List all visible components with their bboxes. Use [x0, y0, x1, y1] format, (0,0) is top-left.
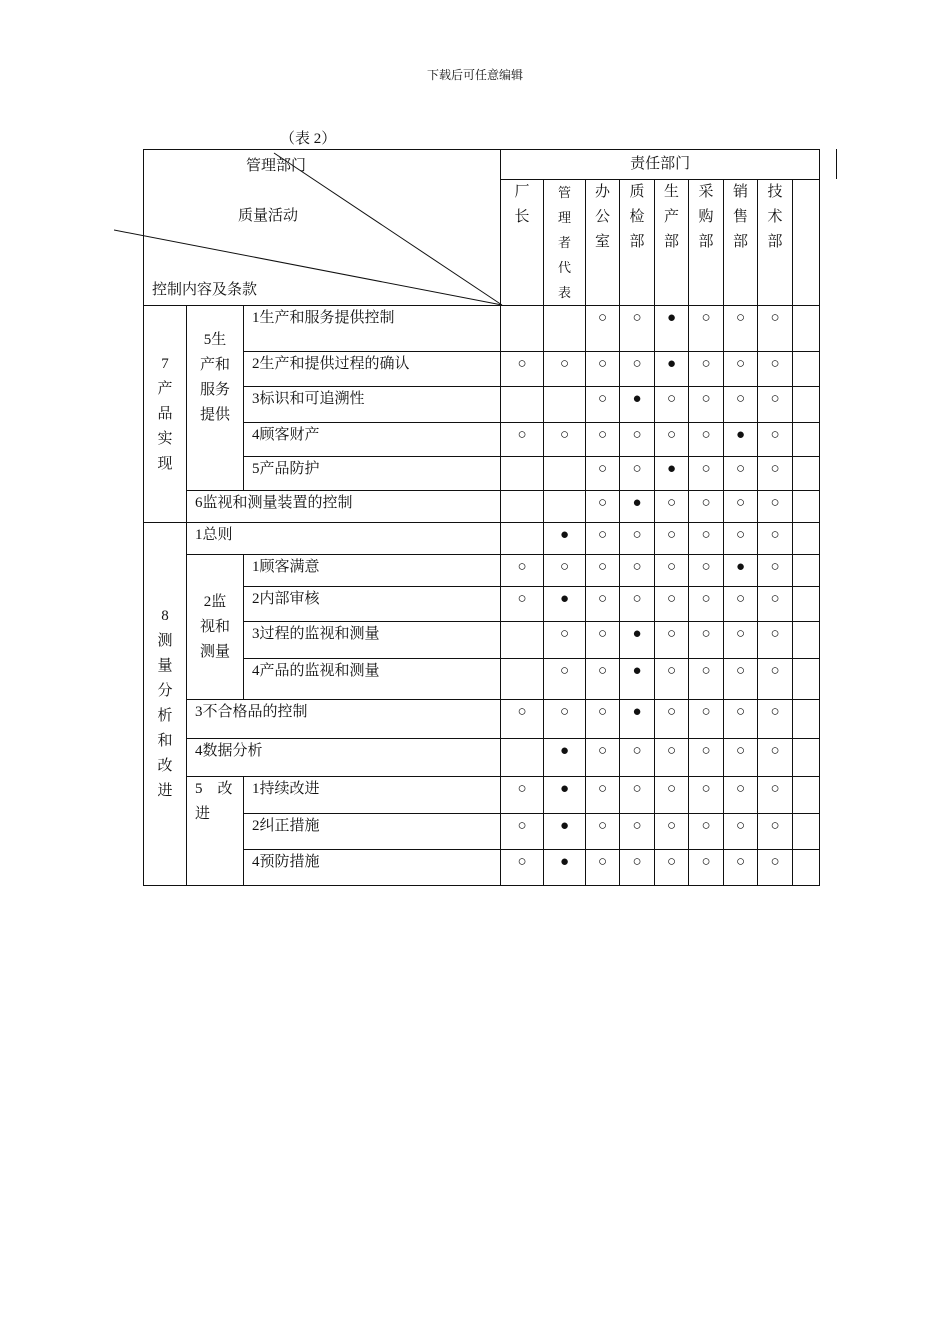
mark-cell: ●: [620, 622, 655, 659]
mark-cell: ○: [544, 352, 586, 387]
row-label: 3不合格品的控制: [187, 700, 501, 739]
mark-cell: ○: [586, 423, 620, 457]
mark-cell: ○: [758, 659, 793, 700]
mark-cell: [793, 659, 820, 700]
mark-cell: ○: [724, 814, 758, 850]
mark-cell: ○: [501, 814, 544, 850]
mark-cell: [793, 850, 820, 886]
dept-sales: 销售部: [724, 180, 758, 306]
mark-cell: [793, 555, 820, 587]
mark-cell: ○: [586, 352, 620, 387]
page-header: 下载后可任意编辑: [426, 68, 523, 82]
dept-production: 生产部: [655, 180, 689, 306]
mark-cell: ○: [689, 622, 724, 659]
mark-cell: ○: [655, 587, 689, 622]
mark-cell: ○: [620, 814, 655, 850]
mark-cell: [501, 659, 544, 700]
diag-label-management: 管理部门: [246, 158, 307, 174]
row-label: 1顾客满意: [244, 555, 501, 587]
dept-qc: 质检部: [620, 180, 655, 306]
mark-cell: ○: [655, 850, 689, 886]
section-7-group-5: 5生产和服务提供: [187, 306, 244, 491]
mark-cell: ○: [689, 555, 724, 587]
mark-cell: ○: [586, 457, 620, 491]
mark-cell: ○: [724, 700, 758, 739]
mark-cell: ○: [724, 387, 758, 423]
mark-cell: ○: [758, 814, 793, 850]
mark-cell: ○: [758, 387, 793, 423]
mark-cell: ●: [655, 352, 689, 387]
diag-label-activity: 质量活动: [238, 208, 299, 224]
mark-cell: ○: [586, 622, 620, 659]
mark-cell: ○: [586, 700, 620, 739]
mark-cell: ○: [586, 659, 620, 700]
mark-cell: ○: [544, 555, 586, 587]
section-8-group-5: 5 改进: [187, 777, 244, 886]
mark-cell: [793, 523, 820, 555]
mark-cell: ○: [689, 700, 724, 739]
mark-cell: ○: [655, 777, 689, 814]
mark-cell: ●: [655, 457, 689, 491]
mark-cell: [793, 306, 820, 352]
mark-cell: ○: [586, 587, 620, 622]
row-label: 4预防措施: [244, 850, 501, 886]
mark-cell: ○: [501, 352, 544, 387]
mark-cell: ○: [620, 352, 655, 387]
mark-cell: ●: [544, 587, 586, 622]
mark-cell: ○: [620, 457, 655, 491]
mark-cell: ○: [689, 352, 724, 387]
mark-cell: ○: [758, 587, 793, 622]
mark-cell: ●: [544, 814, 586, 850]
row-label: 2生产和提供过程的确认: [244, 352, 501, 387]
mark-cell: [793, 387, 820, 423]
mark-cell: [793, 814, 820, 850]
mark-cell: [793, 587, 820, 622]
mark-cell: ○: [724, 587, 758, 622]
mark-cell: [501, 457, 544, 491]
mark-cell: [501, 306, 544, 352]
mark-cell: [501, 387, 544, 423]
mark-cell: [501, 523, 544, 555]
mark-cell: ○: [620, 587, 655, 622]
mark-cell: [501, 491, 544, 523]
mark-cell: ○: [758, 523, 793, 555]
mark-cell: ○: [501, 777, 544, 814]
mark-cell: ○: [724, 352, 758, 387]
mark-cell: ○: [689, 587, 724, 622]
resp-dept-header: 责任部门: [501, 150, 820, 180]
mark-cell: ○: [620, 555, 655, 587]
mark-cell: ○: [758, 622, 793, 659]
mark-cell: ●: [544, 739, 586, 777]
dept-blank: [793, 180, 820, 306]
mark-cell: ○: [758, 777, 793, 814]
mark-cell: ○: [544, 423, 586, 457]
mark-cell: ○: [620, 523, 655, 555]
mark-cell: ●: [544, 850, 586, 886]
row-label: 2纠正措施: [244, 814, 501, 850]
mark-cell: ○: [501, 700, 544, 739]
mark-cell: ○: [655, 659, 689, 700]
mark-cell: ○: [655, 622, 689, 659]
mark-cell: ○: [501, 423, 544, 457]
mark-cell: ○: [620, 777, 655, 814]
mark-cell: ○: [758, 306, 793, 352]
mark-cell: [793, 491, 820, 523]
mark-cell: ○: [689, 306, 724, 352]
row-label: 1持续改进: [244, 777, 501, 814]
mark-cell: ○: [758, 700, 793, 739]
mark-cell: [793, 700, 820, 739]
mark-cell: ○: [724, 457, 758, 491]
mark-cell: [793, 739, 820, 777]
mark-cell: ○: [689, 814, 724, 850]
mark-cell: ○: [689, 739, 724, 777]
row-label: 5产品防护: [244, 457, 501, 491]
mark-cell: [544, 387, 586, 423]
diag-label-clause: 控制内容及条款: [152, 282, 258, 298]
mark-cell: ○: [724, 622, 758, 659]
mark-cell: ○: [586, 387, 620, 423]
mark-cell: ○: [586, 777, 620, 814]
mark-cell: [501, 739, 544, 777]
row-label: 4数据分析: [187, 739, 501, 777]
mark-cell: ●: [655, 306, 689, 352]
mark-cell: ○: [724, 850, 758, 886]
mark-cell: ○: [758, 850, 793, 886]
edge-line: [836, 149, 837, 179]
mark-cell: ○: [689, 523, 724, 555]
mark-cell: ○: [501, 850, 544, 886]
mark-cell: ○: [689, 491, 724, 523]
dept-purchasing: 采购部: [689, 180, 724, 306]
mark-cell: ○: [544, 700, 586, 739]
mark-cell: ○: [501, 587, 544, 622]
mark-cell: ●: [620, 387, 655, 423]
row-label: 1总则: [187, 523, 501, 555]
mark-cell: [793, 423, 820, 457]
mark-cell: ●: [544, 523, 586, 555]
mark-cell: ○: [689, 423, 724, 457]
mark-cell: ○: [586, 306, 620, 352]
table-caption: （表 2）: [280, 131, 337, 147]
mark-cell: ○: [758, 555, 793, 587]
mark-cell: ○: [586, 555, 620, 587]
section-8-label: 8测量分析和改进: [144, 523, 187, 886]
mark-cell: [544, 491, 586, 523]
mark-cell: ○: [544, 659, 586, 700]
mark-cell: ○: [586, 739, 620, 777]
mark-cell: [793, 777, 820, 814]
mark-cell: ○: [758, 423, 793, 457]
mark-cell: ○: [724, 491, 758, 523]
mark-cell: ○: [586, 491, 620, 523]
mark-cell: [793, 622, 820, 659]
mark-cell: ○: [655, 814, 689, 850]
mark-cell: ○: [724, 659, 758, 700]
mark-cell: [544, 306, 586, 352]
mark-cell: ○: [724, 777, 758, 814]
mark-cell: ○: [655, 555, 689, 587]
section-8-group-2: 2监视和测量: [187, 555, 244, 700]
mark-cell: ○: [655, 387, 689, 423]
mark-cell: ○: [758, 491, 793, 523]
mark-cell: ○: [620, 739, 655, 777]
row-label: 3标识和可追溯性: [244, 387, 501, 423]
mark-cell: ○: [758, 739, 793, 777]
row-label: 2内部审核: [244, 587, 501, 622]
mark-cell: ○: [724, 306, 758, 352]
mark-cell: ●: [724, 555, 758, 587]
dept-tech: 技术部: [758, 180, 793, 306]
mark-cell: [793, 352, 820, 387]
mark-cell: ○: [758, 352, 793, 387]
mark-cell: [793, 457, 820, 491]
mark-cell: ○: [586, 850, 620, 886]
section-7-label: 7产品实现: [144, 306, 187, 523]
mark-cell: ○: [544, 622, 586, 659]
dept-office: 办公室: [586, 180, 620, 306]
row-label: 6监视和测量装置的控制: [187, 491, 501, 523]
mark-cell: ○: [655, 491, 689, 523]
mark-cell: ●: [620, 700, 655, 739]
mark-cell: ○: [724, 523, 758, 555]
mark-cell: ○: [620, 423, 655, 457]
mark-cell: ○: [655, 700, 689, 739]
mark-cell: ●: [620, 659, 655, 700]
dept-director: 厂长: [501, 180, 544, 306]
mark-cell: [544, 457, 586, 491]
mark-cell: ○: [655, 423, 689, 457]
mark-cell: ○: [724, 739, 758, 777]
mark-cell: ○: [689, 457, 724, 491]
mark-cell: ○: [689, 777, 724, 814]
mark-cell: ●: [544, 777, 586, 814]
row-label: 4产品的监视和测量: [244, 659, 501, 700]
mark-cell: ○: [689, 387, 724, 423]
mark-cell: ○: [689, 659, 724, 700]
mark-cell: ○: [655, 523, 689, 555]
mark-cell: ○: [586, 814, 620, 850]
responsibility-table: [143, 149, 820, 886]
mark-cell: ○: [620, 850, 655, 886]
mark-cell: ○: [620, 306, 655, 352]
row-label: 1生产和服务提供控制: [244, 306, 501, 352]
diagonal-header-cell: [144, 150, 501, 306]
mark-cell: ○: [501, 555, 544, 587]
mark-cell: [501, 622, 544, 659]
mark-cell: ○: [758, 457, 793, 491]
dept-mgmt-rep: 管理者代表: [544, 180, 586, 306]
mark-cell: ○: [586, 523, 620, 555]
row-label: 3过程的监视和测量: [244, 622, 501, 659]
mark-cell: ●: [724, 423, 758, 457]
mark-cell: ●: [620, 491, 655, 523]
row-label: 4顾客财产: [244, 423, 501, 457]
mark-cell: ○: [655, 739, 689, 777]
mark-cell: ○: [689, 850, 724, 886]
